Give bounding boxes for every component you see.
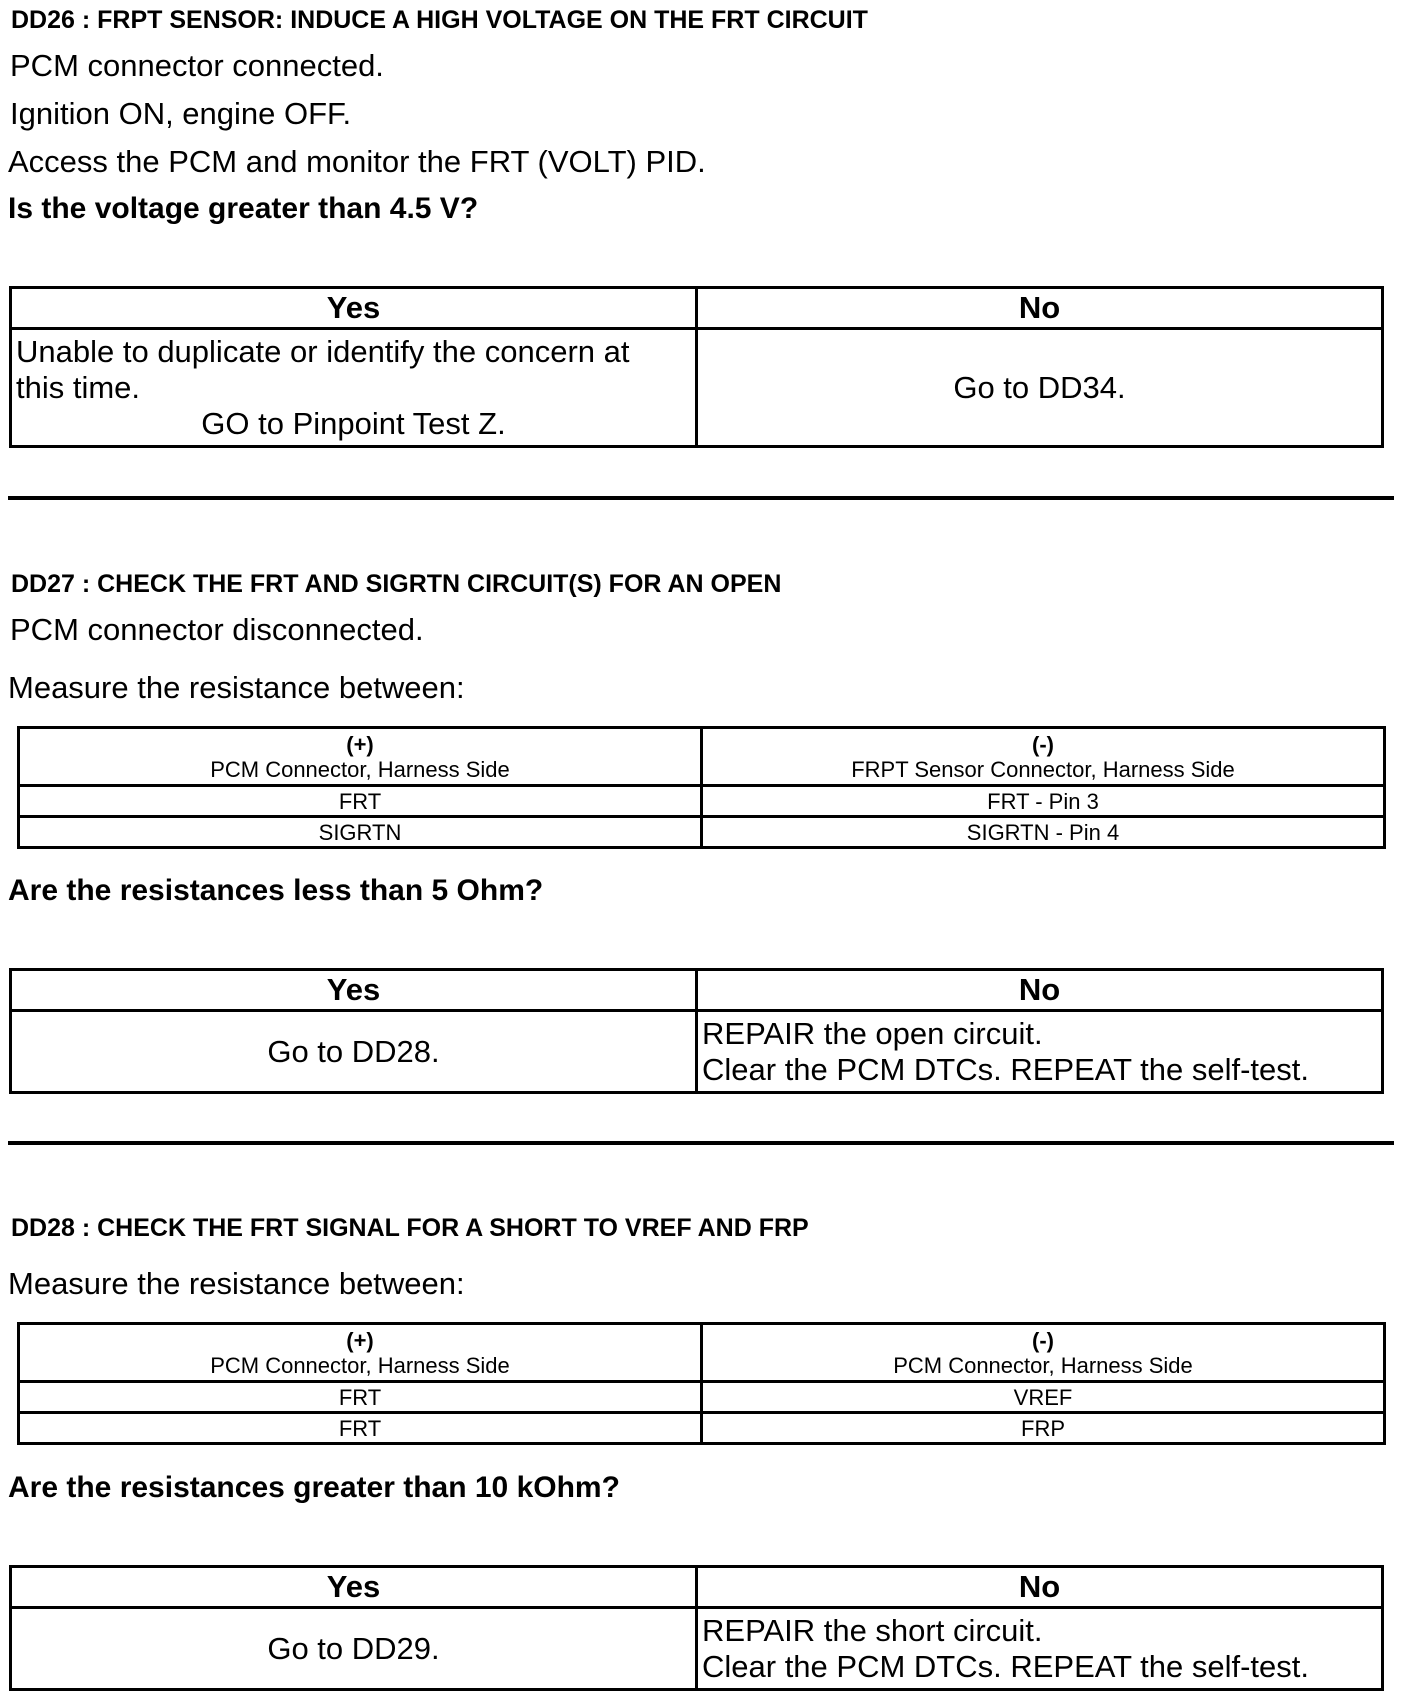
dd28-no-header: No xyxy=(697,1567,1383,1608)
dd27-no-cell xyxy=(697,1011,1383,1093)
dd27-result-table xyxy=(9,968,1384,1094)
dd28-row-2-minus: FRP xyxy=(702,1413,1385,1444)
dd27-heading: DD27 : CHECK THE FRT AND SIGRTN CIRCUIT(S) FOR AN OPEN xyxy=(11,570,782,598)
dd28-row-2-plus: FRT xyxy=(19,1413,702,1444)
dd27-no-line-2: Clear the PCM DTCs. REPEAT the self-test. xyxy=(702,1051,1309,1087)
dd28-minus-label: PCM Connector, Harness Side xyxy=(893,1352,1193,1378)
dd28-result-table xyxy=(9,1565,1384,1691)
dd26-no-cell: Go to DD34. xyxy=(697,329,1383,447)
dd27-measure-table xyxy=(17,726,1386,849)
dd26-step-3: Access the PCM and monitor the FRT (VOLT) PID. xyxy=(8,144,706,179)
dd28-question: Are the resistances greater than 10 kOhm? xyxy=(8,1471,620,1504)
table-row xyxy=(19,1382,1385,1413)
dd27-row-2-plus: SIGRTN xyxy=(19,817,702,848)
table-row xyxy=(19,817,1385,848)
dd27-row-1-minus: FRT - Pin 3 xyxy=(702,786,1385,817)
dd27-minus-header xyxy=(702,728,1385,786)
dd28-no-line-2: Clear the PCM DTCs. REPEAT the self-test. xyxy=(702,1648,1309,1684)
dd26-result-table xyxy=(9,286,1384,448)
dd27-row-1-plus: FRT xyxy=(19,786,702,817)
dd28-plus-label: PCM Connector, Harness Side xyxy=(210,1352,510,1378)
dd26-step-2: Ignition ON, engine OFF. xyxy=(10,96,352,131)
dd28-heading: DD28 : CHECK THE FRT SIGNAL FOR A SHORT TO VREF AND FRP xyxy=(11,1214,809,1242)
dd28-yes-header: Yes xyxy=(11,1567,697,1608)
dd26-question: Is the voltage greater than 4.5 V? xyxy=(8,192,479,225)
dd28-row-1-plus: FRT xyxy=(19,1382,702,1413)
dd26-yes-line-1: Unable to duplicate or identify the concern at xyxy=(16,333,630,369)
dd27-yes-header: Yes xyxy=(11,970,697,1011)
dd26-yes-line-2: this time. xyxy=(16,369,141,405)
dd28-plus-symbol: (+) xyxy=(346,1327,374,1353)
dd27-minus-label: FRPT Sensor Connector, Harness Side xyxy=(851,756,1235,782)
dd27-no-line-1: REPAIR the open circuit. xyxy=(702,1015,1043,1051)
dd26-step-1: PCM connector connected. xyxy=(10,48,384,83)
dd27-minus-symbol: (-) xyxy=(1032,731,1054,757)
table-row xyxy=(19,1413,1385,1444)
dd27-step-2: Measure the resistance between: xyxy=(8,670,465,705)
dd27-row-2-minus: SIGRTN - Pin 4 xyxy=(702,817,1385,848)
dd26-yes-cell xyxy=(11,329,697,447)
dd28-no-line-1: REPAIR the short circuit. xyxy=(702,1612,1043,1648)
dd27-no-header: No xyxy=(697,970,1383,1011)
dd28-no-cell xyxy=(697,1608,1383,1690)
dd28-measure-table xyxy=(17,1322,1386,1445)
dd26-yes-header: Yes xyxy=(11,288,697,329)
dd28-plus-header xyxy=(19,1324,702,1382)
section-divider-2 xyxy=(8,1141,1394,1145)
section-divider-1 xyxy=(8,496,1394,500)
dd27-step-1: PCM connector disconnected. xyxy=(10,612,424,647)
dd26-heading: DD26 : FRPT SENSOR: INDUCE A HIGH VOLTAGE ON THE FRT CIRCUIT xyxy=(11,6,868,34)
dd28-minus-header xyxy=(702,1324,1385,1382)
dd27-plus-label: PCM Connector, Harness Side xyxy=(210,756,510,782)
dd27-question: Are the resistances less than 5 Ohm? xyxy=(8,874,544,907)
dd27-yes-cell: Go to DD28. xyxy=(11,1011,697,1093)
dd28-minus-symbol: (-) xyxy=(1032,1327,1054,1353)
dd27-plus-header xyxy=(19,728,702,786)
dd28-step-1: Measure the resistance between: xyxy=(8,1266,465,1301)
table-row xyxy=(19,786,1385,817)
dd28-row-1-minus: VREF xyxy=(702,1382,1385,1413)
dd28-yes-cell: Go to DD29. xyxy=(11,1608,697,1690)
dd26-yes-action: GO to Pinpoint Test Z. xyxy=(201,405,506,441)
dd27-plus-symbol: (+) xyxy=(346,731,374,757)
dd26-no-header: No xyxy=(697,288,1383,329)
